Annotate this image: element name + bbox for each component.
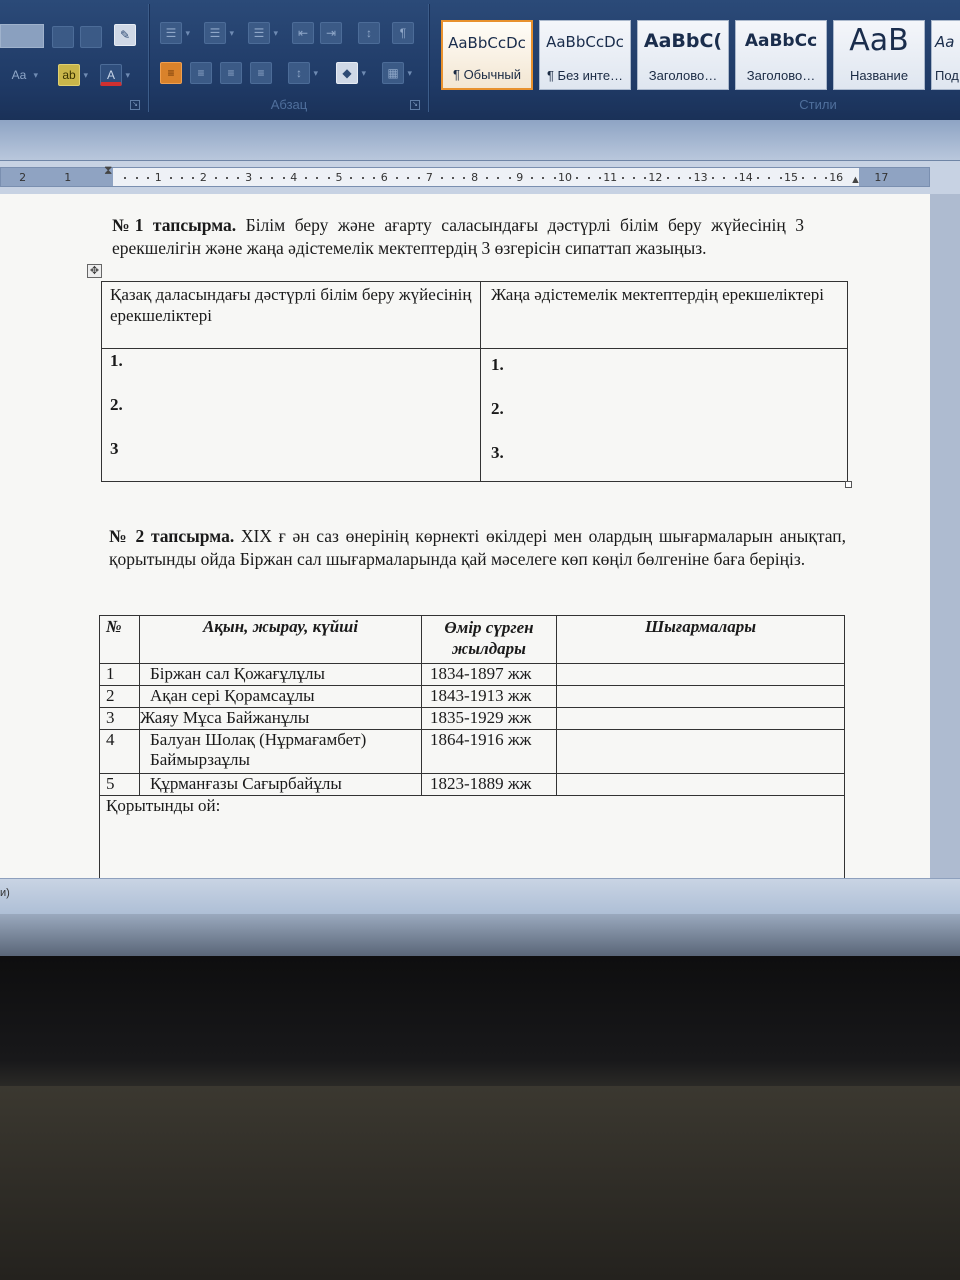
- task1-text: Білім беру және ағарту саласындағы дәстүрлі білім беру жүйесінің 3 ерекшелігін және жаңа әдістемелік мектептердің 3 өзгерісін сипаттап жазыңыз.: [112, 215, 804, 258]
- change-case-label: Aa: [11, 68, 27, 82]
- ruler-tick: [576, 177, 578, 179]
- change-case-icon[interactable]: [8, 64, 30, 86]
- status-bar: [0, 878, 960, 914]
- ruler-tick: [147, 177, 149, 179]
- ruler-label: 10: [558, 171, 572, 184]
- highlight-color-icon[interactable]: [58, 64, 80, 86]
- ruler-label: 8: [471, 171, 479, 184]
- ruler-tick: [757, 177, 759, 179]
- table-row-name[interactable]: Ақан сері Қорамсаұлы: [140, 686, 422, 708]
- ruler-label: 13: [693, 171, 708, 184]
- ruler-tick: [667, 177, 669, 179]
- ruler-tick: [486, 177, 488, 179]
- ruler-tick: [735, 177, 737, 179]
- right-indent-marker-icon[interactable]: ▲: [850, 174, 861, 186]
- task1-col1-item: 2.: [110, 395, 123, 414]
- screen-bottom-edge: [0, 914, 960, 956]
- ruler-tick: [350, 177, 352, 179]
- ruler-label: 5: [335, 171, 343, 184]
- ruler-tick: [780, 177, 782, 179]
- ruler-tick: [531, 177, 533, 179]
- ruler-tick: [554, 177, 556, 179]
- style-sample: AaB: [849, 23, 909, 58]
- ruler-tick: [362, 177, 364, 179]
- task2-header-works[interactable]: Шығармалары: [557, 616, 845, 664]
- task2-header-name[interactable]: Ақын, жырау, күйші: [140, 616, 422, 664]
- style-name: Название: [849, 68, 909, 83]
- ruler-label: 11: [603, 171, 618, 184]
- ruler-tick: [802, 177, 804, 179]
- font-group: [0, 4, 146, 116]
- ruler-tick: [509, 177, 511, 179]
- numbering-icon[interactable]: ☰ ▾: [204, 22, 226, 44]
- vertical-scrollbar[interactable]: [930, 194, 960, 884]
- multilevel-list-icon[interactable]: ☰ ▾: [248, 22, 270, 44]
- ruler-tick: [170, 177, 172, 179]
- ruler-tick: [497, 177, 499, 179]
- style-name: ¶ Без инте…: [546, 68, 624, 83]
- style-no-spacing[interactable]: [539, 20, 631, 90]
- borders-icon[interactable]: ▦ ▾: [382, 62, 404, 84]
- status-bar-fragment: и): [0, 887, 10, 899]
- task1-col1-items[interactable]: [102, 349, 481, 482]
- table-row-num[interactable]: 1: [100, 664, 140, 686]
- document-page[interactable]: [0, 194, 930, 884]
- ruler-tick: [215, 177, 217, 179]
- ruler-label: 1: [64, 171, 72, 184]
- ruler-tick: [644, 177, 646, 179]
- ruler-label: 2: [19, 171, 27, 184]
- task2-header-years[interactable]: Өмір сүрген жылдары: [422, 616, 557, 664]
- ruler-label: 1: [154, 171, 162, 184]
- ruler-tick: [825, 177, 827, 179]
- ruler-tick: [283, 177, 285, 179]
- styles-group-label: Стили: [799, 97, 837, 112]
- table-row-num[interactable]: 3: [100, 708, 140, 730]
- horizontal-ruler[interactable]: [0, 163, 930, 187]
- grow-font-icon[interactable]: [52, 26, 74, 48]
- conclusion-cell[interactable]: [100, 796, 845, 885]
- clear-formatting-icon[interactable]: ✎: [114, 24, 136, 46]
- ruler-tick: [407, 177, 409, 179]
- ruler-tick: [768, 177, 770, 179]
- table-row-years[interactable]: 1834-1897 жж: [422, 664, 557, 686]
- ruler-tick: [192, 177, 194, 179]
- table-row-years[interactable]: 1823-1889 жж: [422, 774, 557, 796]
- style-heading-1[interactable]: [637, 20, 729, 90]
- table-row-num[interactable]: 2: [100, 686, 140, 708]
- table-row-num[interactable]: 4: [100, 730, 140, 774]
- style-normal[interactable]: [441, 20, 533, 90]
- style-name: Заголово…: [648, 68, 718, 83]
- ruler-tick: [181, 177, 183, 179]
- style-sample: AaBbC(: [643, 30, 723, 52]
- task1-title: №1 тапсырма.: [112, 215, 237, 235]
- task1-col2-item: 2.: [491, 399, 504, 418]
- desk-surface: [0, 1086, 960, 1280]
- font-color-icon[interactable]: [100, 64, 122, 86]
- ruler-tick: [452, 177, 454, 179]
- ruler-tick: [599, 177, 601, 179]
- ruler-tick: [622, 177, 624, 179]
- ruler-tick: [633, 177, 635, 179]
- table-row-name[interactable]: Біржан сал Қожағұлұлы: [140, 664, 422, 686]
- ruler-tick: [678, 177, 680, 179]
- ruler-label: 15: [784, 171, 798, 184]
- align-right-icon[interactable]: ≡: [220, 62, 242, 84]
- ruler-tick: [723, 177, 725, 179]
- align-left-icon[interactable]: ≡: [160, 62, 182, 84]
- ruler-tick: [689, 177, 691, 179]
- ruler-tick: [124, 177, 126, 179]
- task1-col2-item: 1.: [491, 355, 504, 374]
- styles-group: [432, 4, 960, 116]
- ruler-tick: [588, 177, 590, 179]
- ruler-tick: [396, 177, 398, 179]
- table-row-years[interactable]: 1843-1913 жж: [422, 686, 557, 708]
- show-marks-icon[interactable]: ¶: [392, 22, 414, 44]
- align-center-icon[interactable]: ≡: [190, 62, 212, 84]
- style-name: Заголово…: [746, 68, 816, 83]
- conclusion-label: Қорытынды ой:: [106, 796, 221, 815]
- ruler-tick: [328, 177, 330, 179]
- ruler-tick: [463, 177, 465, 179]
- table-row-name[interactable]: Құрманғазы Сағырбайұлы: [140, 774, 422, 796]
- table-row-works[interactable]: [557, 774, 845, 796]
- ruler-tick: [418, 177, 420, 179]
- font-size-combo[interactable]: [0, 24, 44, 48]
- bullets-icon[interactable]: ☰ ▾: [160, 22, 182, 44]
- increase-indent-icon[interactable]: ⇥: [320, 22, 342, 44]
- ruler-label: 17: [874, 171, 889, 184]
- ruler-tick: [316, 177, 318, 179]
- table-row-years[interactable]: 1864-1916 жж: [422, 730, 557, 774]
- table-row-name[interactable]: Балуан Шолақ (Нұрмағамбет) Баймырзаұлы: [140, 730, 422, 774]
- task1-col2-item: 3.: [491, 443, 504, 462]
- style-sample: AaBbCcDc: [546, 33, 624, 51]
- ruler-tick: [226, 177, 228, 179]
- ruler-tick: [260, 177, 262, 179]
- style-sample: Aa: [935, 33, 955, 51]
- ruler-tick: [271, 177, 273, 179]
- ruler-label: 12: [648, 171, 663, 184]
- ruler-label: 7: [425, 171, 433, 184]
- ruler-label: 2: [199, 171, 207, 184]
- ruler-tick: [136, 177, 138, 179]
- style-sample: AaBbCcDc: [448, 34, 526, 52]
- paragraph-group-label: Абзац: [270, 97, 308, 112]
- decrease-indent-icon[interactable]: ⇤: [292, 22, 314, 44]
- ruler-label: 6: [380, 171, 388, 184]
- ruler-tick: [305, 177, 307, 179]
- table-resize-handle[interactable]: [845, 481, 852, 488]
- style-name: Под: [935, 68, 959, 83]
- ruler-label: 14: [738, 171, 753, 184]
- ruler-label: 9: [516, 171, 524, 184]
- table-row-works[interactable]: [557, 664, 845, 686]
- ruler-tick: [441, 177, 443, 179]
- task1-col1-header[interactable]: Қазақ даласындағы дәстүрлі білім беру жүйесінің ерекшеліктері: [102, 282, 481, 349]
- monitor-bezel: [0, 956, 960, 1086]
- ruler-tick: [373, 177, 375, 179]
- shrink-font-icon[interactable]: [80, 26, 102, 48]
- paragraph-dialog-launcher[interactable]: ↘: [410, 100, 420, 110]
- style-name: ¶ Обычный: [452, 67, 522, 82]
- sort-icon[interactable]: ↕: [358, 22, 380, 44]
- ribbon: [0, 0, 960, 120]
- task1-table[interactable]: [101, 281, 848, 482]
- task1-col2-header[interactable]: Жаңа әдістемелік мектептердің ерекшеліктері: [481, 282, 848, 349]
- indent-marker-icon[interactable]: ⧗: [104, 163, 113, 177]
- table-row-num[interactable]: 5: [100, 774, 140, 796]
- table-row-works[interactable]: [557, 686, 845, 708]
- table-row-works[interactable]: [557, 708, 845, 730]
- shading-icon[interactable]: ◆ ▾: [336, 62, 358, 84]
- task2-table[interactable]: [99, 615, 845, 884]
- font-color-label: A: [106, 68, 115, 82]
- task2-text: XIX ғ ән саз өнерінің көрнекті өкілдері мен олардың шығармаларын анықтап, қорытынды ойда Біржан сал шығармаларында қай мәселеге көп көңіл бөлгеніне баға беріңіз.: [109, 526, 846, 569]
- ribbon-bottom-edge: [0, 120, 960, 160]
- style-title[interactable]: [833, 20, 925, 90]
- ruler-label: 3: [245, 171, 253, 184]
- ruler-tick: [542, 177, 544, 179]
- ruler-tick: [814, 177, 816, 179]
- justify-icon[interactable]: ≡: [250, 62, 272, 84]
- table-row-years[interactable]: 1835-1929 жж: [422, 708, 557, 730]
- task1-col2-items[interactable]: [481, 349, 848, 482]
- table-move-handle-icon[interactable]: ✥: [87, 264, 102, 278]
- line-spacing-icon[interactable]: ↕ ▾: [288, 62, 310, 84]
- ruler-tick: [712, 177, 714, 179]
- table-row-name[interactable]: Жаяу Мұса Байжанұлы: [140, 708, 422, 730]
- task1-col1-item: 1.: [110, 351, 123, 370]
- ruler-label: 4: [290, 171, 298, 184]
- highlight-label: ab: [62, 68, 76, 82]
- task2-title: № 2 тапсырма.: [109, 526, 235, 546]
- task1-paragraph[interactable]: [112, 214, 804, 260]
- ruler-tick: [237, 177, 239, 179]
- style-heading-2[interactable]: [735, 20, 827, 90]
- style-sample: AaBbCc: [744, 31, 818, 51]
- task1-col1-item: 3: [110, 439, 119, 458]
- task2-header-num[interactable]: №: [100, 616, 140, 664]
- task2-paragraph[interactable]: [109, 525, 846, 571]
- style-subtitle[interactable]: [931, 20, 960, 90]
- table-row-works[interactable]: [557, 730, 845, 774]
- font-dialog-launcher[interactable]: ↘: [130, 100, 140, 110]
- ruler-label: 16: [829, 171, 844, 184]
- paragraph-group: [152, 4, 426, 116]
